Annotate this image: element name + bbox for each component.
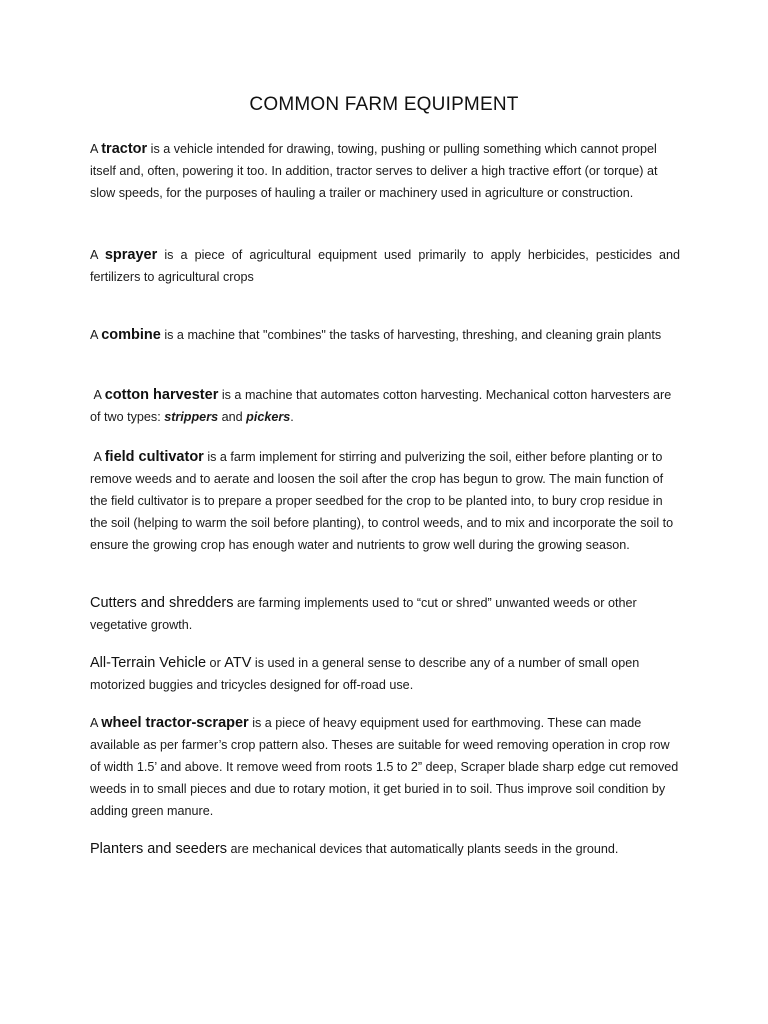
- paragraph-cutters-shredders: [90, 592, 680, 636]
- paragraph-body: is a vehicle intended for drawing, towing, pushing or pulling something which cannot propel itself and, often, powering it too. In addition, tractor serves to deliver a high tractive effort (or torque) at slow speeds, for the purposes of hauling a trailer or machinery used in agriculture or construction.: [90, 142, 658, 200]
- page-title: COMMON FARM EQUIPMENT: [249, 94, 519, 115]
- term-tractor: tractor: [101, 141, 148, 157]
- paragraph-body: is a farm implement for stirring and pulverizing the soil, either before planting or to remove weeds and to aerate and loosen the soil after the crop has begun to grow. The main function of the field cultivator is to prepare a proper seedbed for the crop to be planted into, to bury crop residue in the soil (helping to warm the soil before planting), to control weeds, and to mix and incorporate the soil to ensure the growing crop has enough water and nutrients to grow well during the growing season.: [90, 450, 677, 552]
- paragraph-lead: A: [90, 450, 105, 464]
- paragraph-combine: [90, 324, 680, 346]
- type-pickers: pickers: [246, 410, 291, 424]
- paragraph-atv: [90, 652, 680, 696]
- paragraph-lead: A: [90, 248, 105, 262]
- paragraph-planters-seeders: [90, 838, 680, 860]
- term-cutters-shredders: Cutters and shredders: [90, 595, 234, 611]
- paragraph-body: is a machine that "combines" the tasks of harvesting, threshing, and cleaning grain plants: [160, 328, 662, 342]
- paragraph-body: are mechanical devices that automatically plants seeds in the ground.: [227, 842, 619, 856]
- joiner-text: and: [218, 410, 247, 424]
- end-punctuation: .: [290, 410, 294, 424]
- paragraph-lead: A: [90, 328, 102, 342]
- paragraph-sprayer: [90, 244, 680, 288]
- paragraph-wheel-tractor-scraper: [90, 712, 680, 822]
- term-all-terrain-vehicle: All-Terrain Vehicle: [90, 655, 207, 671]
- paragraph-lead: A: [90, 142, 102, 156]
- term-planters-seeders: Planters and seeders: [90, 841, 228, 857]
- paragraph-field-cultivator: [90, 446, 680, 556]
- paragraph-cotton-harvester: [90, 384, 680, 428]
- joiner-text: or: [206, 656, 225, 670]
- paragraph-tractor: [90, 138, 680, 204]
- paragraph-body: is used in a general sense to describe any of a number of small open motorized buggies and tricycles designed for off-road use.: [90, 656, 640, 692]
- term-field-cultivator: field cultivator: [104, 449, 204, 465]
- paragraph-lead: A: [90, 716, 102, 730]
- paragraph-body: are farming implements used to “cut or shred” unwanted weeds or other vegetative growth.: [90, 596, 637, 632]
- term-wheel-tractor-scraper: wheel tractor-scraper: [101, 715, 249, 731]
- term-atv: ATV: [224, 655, 252, 671]
- paragraph-body: is a machine that automates cotton harvesting. Mechanical cotton harvesters are of two types:: [90, 388, 675, 424]
- paragraph-lead: A: [90, 388, 105, 402]
- paragraph-body: is a piece of heavy equipment used for earthmoving. These can made available as per farmer’s crop pattern also. Theses are suitable for weed removing operation in crop row of width 1.5’ and above. It remove weed from roots 1.5 to 2” deep, Scraper blade sharp edge cut removed weeds in to small pieces and due to rotary motion, it get buried in to soil. Thus improve soil condition by adding green manure.: [90, 716, 679, 818]
- term-sprayer: sprayer: [104, 247, 158, 263]
- type-strippers: strippers: [164, 410, 219, 424]
- term-combine: combine: [101, 327, 161, 343]
- paragraph-body: is a piece of agricultural equipment used primarily to apply herbicides, pesticides and fertilizers to agricultural crops: [90, 248, 680, 284]
- term-cotton-harvester: cotton harvester: [104, 387, 219, 403]
